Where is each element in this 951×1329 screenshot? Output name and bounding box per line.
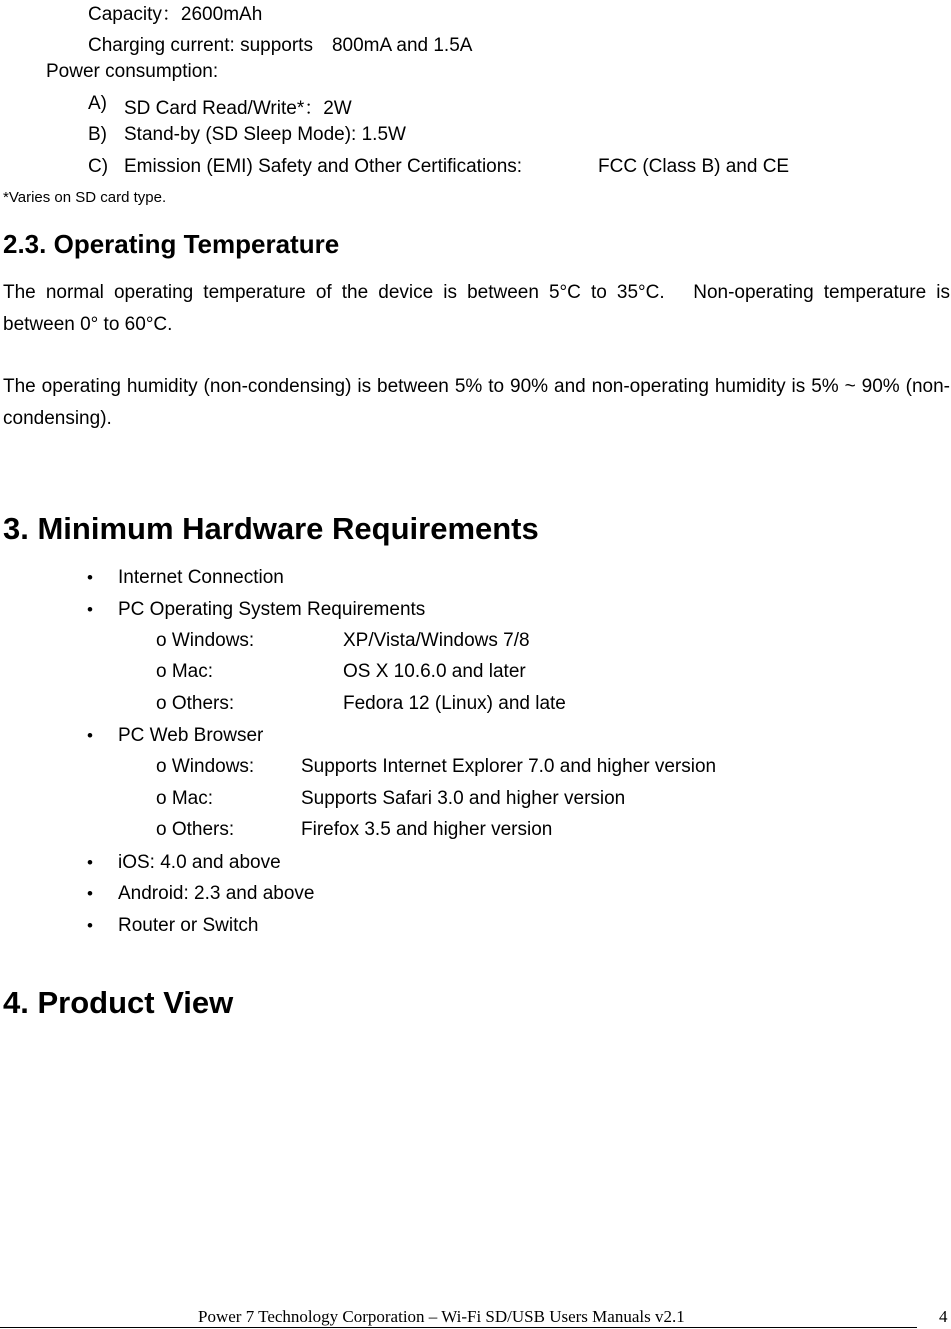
footnote: *Varies on SD card type. <box>3 189 167 206</box>
footer-rule <box>0 1327 917 1328</box>
req-router: Router or Switch <box>118 915 259 936</box>
bullet-icon: • <box>87 916 93 935</box>
section-heading-hardware-requirements: 3. Minimum Hardware Requirements <box>3 511 539 546</box>
bullet-icon: • <box>87 853 93 872</box>
temperature-paragraph: The normal operating temperature of the device is between 5°C to 35°C. Non-operating temperature is between 0° to 60°C. <box>3 282 950 335</box>
certification-value: FCC (Class B) and CE <box>598 156 790 177</box>
power-item-text: Stand-by (SD Sleep Mode): 1.5W <box>124 124 406 145</box>
req-internet: Internet Connection <box>118 567 284 588</box>
humidity-paragraph: The operating humidity (non-condensing) is between 5% to 90% and non-operating humidity is 5% ~ 90% (non-condensing). <box>3 376 950 429</box>
bullet-icon: • <box>87 568 93 587</box>
power-item-marker: A) <box>88 93 107 114</box>
browser-value: Supports Safari 3.0 and higher version <box>301 788 626 809</box>
os-label: o Mac: <box>156 661 214 682</box>
browser-label: o Windows: <box>156 756 255 777</box>
browser-value: Supports Internet Explorer 7.0 and higher version <box>301 756 717 777</box>
os-value: Fedora 12 (Linux) and late <box>343 693 566 714</box>
power-item-marker: B) <box>88 124 107 145</box>
power-item-marker: C) <box>88 156 109 177</box>
bullet-icon: • <box>87 726 93 745</box>
browser-value: Firefox 3.5 and higher version <box>301 819 553 840</box>
req-pc-os: PC Operating System Requirements <box>118 599 426 620</box>
req-ios: iOS: 4.0 and above <box>118 852 281 873</box>
browser-label: o Mac: <box>156 788 214 809</box>
os-label: o Windows: <box>156 630 255 651</box>
os-value: OS X 10.6.0 and later <box>343 661 526 682</box>
power-item-text: Emission (EMI) Safety and Other Certifications: <box>124 156 523 177</box>
bullet-icon: • <box>87 884 93 903</box>
footer-text: Power 7 Technology Corporation – Wi-Fi SD/USB Users Manuals v2.1 <box>198 1307 685 1326</box>
browser-label: o Others: <box>156 819 235 840</box>
charging-spec: Charging current: supports 800mA and 1.5A <box>88 35 473 56</box>
os-label: o Others: <box>156 693 235 714</box>
capacity-spec: Capacity：2600mAh <box>88 4 263 25</box>
os-value: XP/Vista/Windows 7/8 <box>343 630 530 651</box>
page-number: 4 <box>939 1307 948 1326</box>
power-consumption-title: Power consumption: <box>46 61 219 82</box>
req-web-browser: PC Web Browser <box>118 725 264 746</box>
section-heading-product-view: 4. Product View <box>3 985 234 1020</box>
req-android: Android: 2.3 and above <box>118 883 315 904</box>
section-heading-operating-temperature: 2.3. Operating Temperature <box>3 229 340 259</box>
power-item-text: SD Card Read/Write*：2W <box>124 98 352 119</box>
bullet-icon: • <box>87 600 93 619</box>
